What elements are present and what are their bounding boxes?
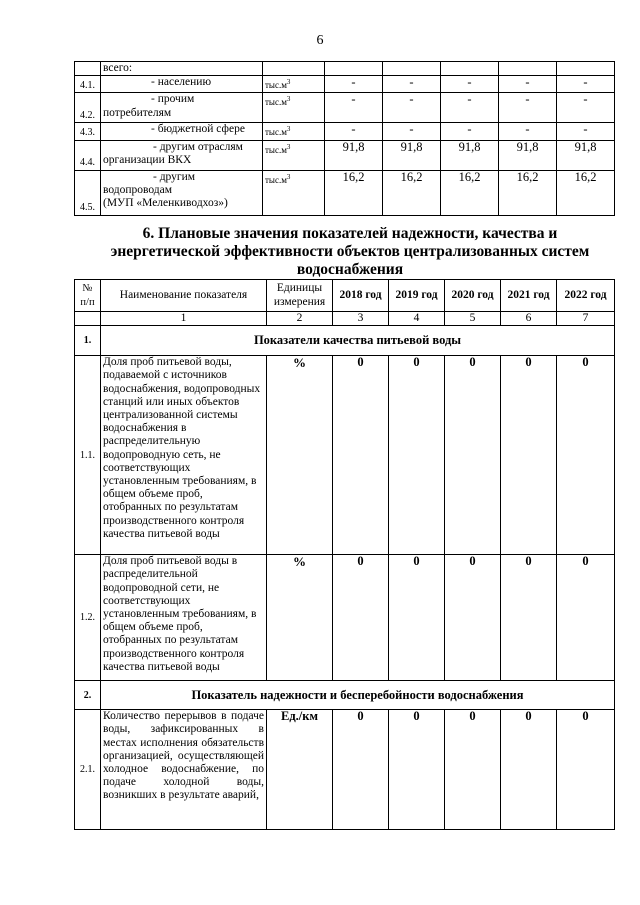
row-value: 0	[557, 356, 615, 555]
row-name: - населению	[101, 76, 263, 93]
row-value: 16,2	[383, 170, 441, 215]
row-value: 16,2	[441, 170, 499, 215]
table-row	[75, 93, 615, 123]
row-value: 0	[389, 356, 445, 555]
row-value: 16,2	[325, 170, 383, 215]
row-number: 4.3.	[75, 123, 101, 140]
col-number: 3	[333, 312, 389, 326]
row-number: 4.1.	[75, 76, 101, 93]
header-year: 2021 год	[501, 280, 557, 312]
row-value: -	[499, 93, 557, 123]
row-number: 1.2.	[75, 555, 101, 681]
section-number: 1.	[75, 326, 101, 356]
header-row	[75, 280, 615, 312]
row-name: - другим водопроводам (МУП «Меленкиводхоз»)	[101, 170, 263, 215]
section-row	[75, 326, 615, 356]
table-row	[75, 62, 615, 76]
row-unit: $тыс.м^3$	[263, 76, 325, 93]
row-name: Количество перерывов в подаче воды, зафиксированных в местах исполнения обязательств организацией, осуществляющей холодное водоснабжение, по подаче холодной воды, возникших в результате аварий,	[101, 710, 267, 830]
row-value: 0	[333, 710, 389, 830]
row-value: 91,8	[441, 140, 499, 170]
row-value: -	[499, 123, 557, 140]
header-name: Наименование показателя	[101, 280, 267, 312]
row-number: 4.2.	[75, 93, 101, 123]
table-row	[75, 140, 615, 170]
row-unit: $тыс.м^3$	[263, 93, 325, 123]
table-row	[75, 76, 615, 93]
section-title: Показатель надежности и бесперебойности водоснабжения	[101, 681, 615, 710]
col-number: 2	[267, 312, 333, 326]
row-name: Доля проб питьевой воды в распределительной водопроводной сети, не соответствующих установленным требованиям, в общем объеме проб, отобранных по результатам производственного контроля качества питьевой воды	[101, 555, 267, 681]
header-year: 2020 год	[445, 280, 501, 312]
table-row	[75, 123, 615, 140]
table-row	[75, 356, 615, 555]
col-number: 7	[557, 312, 615, 326]
row-unit: $тыс.м^3$	[263, 123, 325, 140]
row-unit: %	[267, 356, 333, 555]
row-value: -	[499, 76, 557, 93]
row-number: 4.4.	[75, 140, 101, 170]
page-number: 6	[316, 33, 324, 48]
row-value: 0	[389, 710, 445, 830]
col-number: 6	[501, 312, 557, 326]
header-year: 2018 год	[333, 280, 389, 312]
row-value: 16,2	[499, 170, 557, 215]
row-value: -	[441, 93, 499, 123]
row-value: -	[383, 76, 441, 93]
section-number: 2.	[75, 681, 101, 710]
col-number: 5	[445, 312, 501, 326]
total-label: всего:	[101, 62, 263, 76]
row-value: 0	[501, 555, 557, 681]
row-unit: $тыс.м^3$	[263, 170, 325, 215]
row-value: 0	[557, 555, 615, 681]
col-number: 1	[101, 312, 267, 326]
row-value: 0	[389, 555, 445, 681]
row-value: 16,2	[557, 170, 615, 215]
row-name: - другим отраслям организации ВКХ	[101, 140, 263, 170]
section-heading: 6. Плановые значения показателей надежности, качества и энергетической эффективности объектов централизованных систем водоснабжения	[110, 225, 590, 278]
header-year: 2022 год	[557, 280, 615, 312]
header-year: 2019 год	[389, 280, 445, 312]
row-value: 91,8	[383, 140, 441, 170]
row-number: 1.1.	[75, 356, 101, 555]
table-row	[75, 710, 615, 830]
table-row	[75, 555, 615, 681]
row-value: -	[325, 93, 383, 123]
section-row	[75, 681, 615, 710]
header-unit: Единицы измерения	[267, 280, 333, 312]
row-value: 0	[445, 356, 501, 555]
row-value: 91,8	[499, 140, 557, 170]
row-value: -	[325, 123, 383, 140]
col-number: 4	[389, 312, 445, 326]
row-unit: %	[267, 555, 333, 681]
section-title: Показатели качества питьевой воды	[101, 326, 615, 356]
row-value: -	[441, 76, 499, 93]
row-value: 0	[501, 710, 557, 830]
row-value: 0	[557, 710, 615, 830]
row-value: 0	[333, 555, 389, 681]
row-number: 2.1.	[75, 710, 101, 830]
row-value: -	[383, 93, 441, 123]
volume-table	[74, 61, 615, 216]
row-value: -	[441, 123, 499, 140]
row-value: -	[325, 76, 383, 93]
row-value: -	[557, 93, 615, 123]
row-value: 0	[445, 555, 501, 681]
row-value: 91,8	[325, 140, 383, 170]
row-value: -	[557, 76, 615, 93]
indicators-table	[74, 279, 615, 830]
row-value: -	[557, 123, 615, 140]
row-value: 0	[333, 356, 389, 555]
row-value: 91,8	[557, 140, 615, 170]
row-name: - бюджетной сфере	[101, 123, 263, 140]
row-unit: $тыс.м^3$	[263, 140, 325, 170]
row-value: 0	[501, 356, 557, 555]
column-numbers-row	[75, 312, 615, 326]
row-name: Доля проб питьевой воды, подаваемой с источников водоснабжения, водопроводных станций или иных объектов централизованной системы водоснабжения в распределительную водопроводную сеть, не соответствующих установленным требованиям, в общем объеме проб, отобранных по результатам производственного контроля качества питьевой воды	[101, 356, 267, 555]
table-row	[75, 170, 615, 215]
row-name: - прочим потребителям	[101, 93, 263, 123]
row-unit: Ед./км	[267, 710, 333, 830]
row-value: -	[383, 123, 441, 140]
row-value: 0	[445, 710, 501, 830]
header-num: № п/п	[75, 280, 101, 312]
row-number: 4.5.	[75, 170, 101, 215]
